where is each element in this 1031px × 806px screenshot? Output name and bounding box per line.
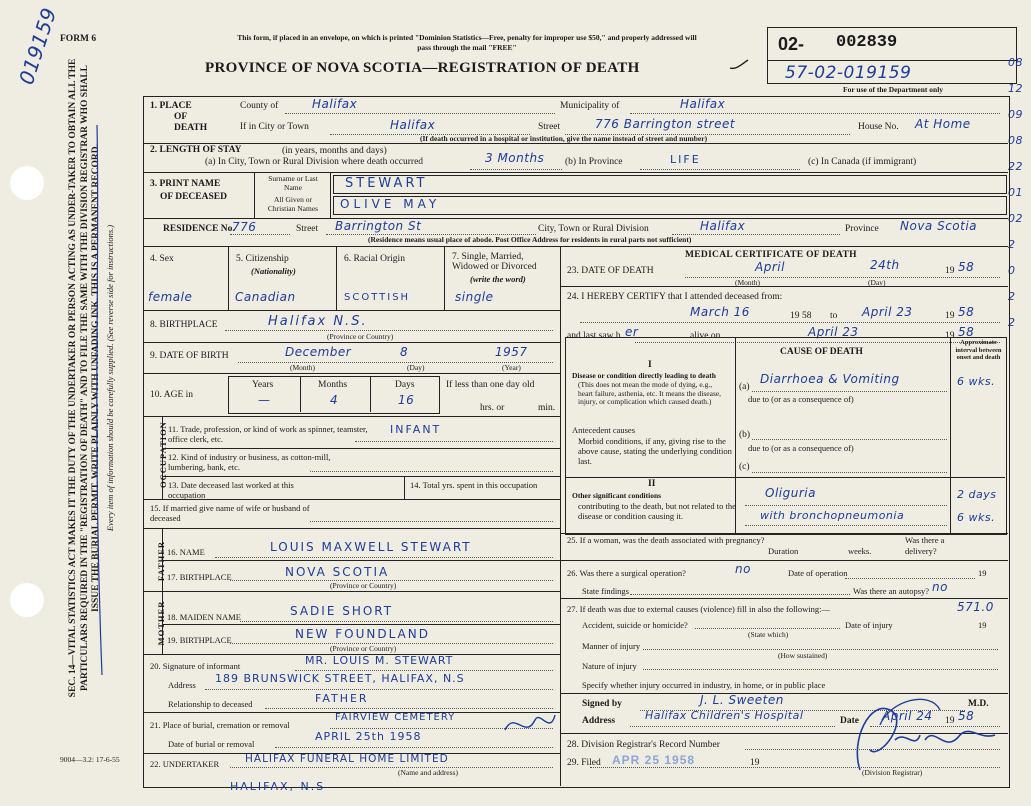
length-of-stay-sub: (in years, months and days) <box>282 146 387 156</box>
mother-birthplace-value: NEW FOUNDLAND <box>295 627 430 641</box>
spouse-label: 15. If married give name of wife or husband of deceased <box>150 503 310 523</box>
given-names-value: OLIVE MAY <box>340 197 441 211</box>
interval-other-2: 6 wks. <box>957 511 996 524</box>
margin-pen-stroke <box>82 120 112 680</box>
citizenship-value: Canadian <box>235 290 296 304</box>
part-two-label: II <box>648 479 656 489</box>
death-month-sub: (Month) <box>735 278 760 287</box>
signed-by-label: Signed by <box>582 699 622 709</box>
signed-year: 58 <box>958 709 975 723</box>
municipality-value: Halifax <box>680 97 726 111</box>
from-year-prefix: 19 <box>790 311 800 321</box>
sidebar-instructions: SEC. 14—VITAL STATISTICS ACT MAKES IT THE DUTY OF THE UNDERTAKER OR PERSON ACTING AS UNDER-TAKER TO OBTAIN ALL THE PARTICULARS REQUIRED IN THE "REGISTRATION OF DEATH" AND TO FILE THE SAME WITH THE DIVISION REGISTRAR WHO SHALL ISSUE THE BURIAL PERMIT. WRITE PLAINLY WITH UNFADING INK. THIS IS A PERMANENT RECORD. Every item of information should be carefully supplied. (See reverse side for instructions.) <box>68 58 115 698</box>
mother-birthplace-label: 19. BIRTHPLACE <box>167 635 232 645</box>
form-code: 9004—3.2: 17-6-55 <box>60 755 120 764</box>
last-saw-label: and last saw h <box>567 331 621 341</box>
residence-label: RESIDENCE No. <box>163 224 235 234</box>
years-label: Years <box>252 380 274 390</box>
filed-label: 29. Filed <box>567 758 601 768</box>
state-which-sub: (State which) <box>748 630 789 639</box>
date-of-death-label: 23. DATE OF DEATH <box>567 266 654 276</box>
father-prov-sub: (Province or Country) <box>330 581 397 590</box>
cert-prefix: 02- <box>778 34 805 54</box>
total-years-label: 14. Total yrs. spent in this occupation <box>410 480 538 490</box>
funeral-director-initials <box>500 705 560 745</box>
burial-date-label: Date of burial or removal <box>168 739 255 749</box>
birthplace-label: 8. BIRTHPLACE <box>150 320 218 330</box>
undertaker-label: 22. UNDERTAKER <box>150 759 220 769</box>
physician-address-label: Address <box>582 716 616 726</box>
operation-date-label: Date of operation <box>788 568 848 578</box>
sex-value: female <box>148 290 193 304</box>
residence-city: Halifax <box>700 219 746 233</box>
trade-value: INFANT <box>390 423 442 436</box>
less-than-day-label: If less than one day old <box>446 380 535 390</box>
cause-b-marker: (b) <box>739 430 751 440</box>
last-saw-date: April 23 <box>808 325 859 339</box>
dob-day-sub: (Day) <box>407 363 425 372</box>
days-label: Days <box>395 380 415 390</box>
dob-month-sub: (Month) <box>290 363 315 372</box>
marital-value: single <box>455 290 494 304</box>
attended-to: April 23 <box>862 305 913 319</box>
death-year: 58 <box>958 260 975 274</box>
due-to-b: due to (or as a consequence of) <box>748 443 854 453</box>
autopsy-question: Was there an autopsy? <box>853 586 930 596</box>
dept-use-note: For use of the Department only <box>843 85 944 94</box>
signed-date: April 24 <box>882 709 933 723</box>
sex-label: 4. Sex <box>150 254 174 264</box>
city-label: If in City or Town <box>240 122 309 132</box>
residence-city-label: City, Town or Rural Division <box>538 224 649 234</box>
municipality-label: Municipality of <box>560 101 620 111</box>
citizenship-label: 5. Citizenship <box>236 254 289 264</box>
certify-label: 24. I HEREBY CERTIFY that I attended deceased from: <box>567 292 783 302</box>
injury-year-prefix: 19 <box>978 620 987 630</box>
city-value: Halifax <box>390 118 436 132</box>
surname-box <box>333 175 1007 194</box>
citizenship-sub: (Nationality) <box>251 266 296 276</box>
from-year: 58 <box>802 311 812 321</box>
md-label: M.D. <box>968 699 989 709</box>
stay-province-label: (b) In Province <box>565 157 623 167</box>
stay-city-label: (a) In City, Town or Rural Division where death occurred <box>205 157 424 167</box>
mailing-notice: This form, if placed in an envelope, on which is printed "Dominion Statistics—Free, penalty for improper use $50," and properly addressed will pass through the mail "FREE" <box>237 33 697 52</box>
right-margin-codes: 08 12 09 08 22 01 02 2 0 2 2 <box>1008 56 1023 329</box>
dob-month: December <box>285 345 352 359</box>
manner-label: Manner of injury <box>582 641 641 651</box>
last-saw-year-prefix: 19 <box>945 331 955 341</box>
death-month: April <box>755 260 785 274</box>
marital-label: 7. Single, Married, Widowed or Divorced <box>452 252 537 272</box>
relationship-label: Relationship to deceased <box>168 699 253 709</box>
residence-street-label: Street <box>296 224 319 234</box>
marital-sub: (write the word) <box>470 274 526 284</box>
stay-city-value: 3 Months <box>485 151 545 165</box>
racial-label: 6. Racial Origin <box>344 254 405 264</box>
antecedent-label: Antecedent causes <box>572 425 636 435</box>
hrs-label: hrs. or <box>480 403 505 413</box>
burial-date-value: APRIL 25th 1958 <box>315 730 422 743</box>
mother-prov-sub: (Province or Country) <box>330 644 397 653</box>
antecedent-sub: Morbid conditions, if any, giving rise to the above cause, stating the underlying condition last. <box>578 436 732 466</box>
cause-a-marker: (a) <box>739 382 750 392</box>
external-causes-question: 27. If death was due to external causes (violence) fill in also the following:— <box>567 604 830 614</box>
trade-label: 11. Trade, profession, or kind of work as spinner, teamster, office clerk, etc. <box>168 424 368 444</box>
cause-code: 571.0 <box>957 600 994 614</box>
cause-heading: CAUSE OF DEATH <box>780 347 863 357</box>
stay-canada-label: (c) In Canada (if immigrant) <box>808 157 917 167</box>
autopsy-value: no <box>932 580 948 594</box>
undertaker-address: HALIFAX, N.S <box>230 780 326 793</box>
other-condition-1: Oliguria <box>765 486 816 500</box>
residence-note: (Residence means usual place of abode. Post Office Address for residents in rural parts not sufficient) <box>368 235 692 244</box>
mother-name-label: 18. MAIDEN NAME <box>167 612 241 622</box>
punch-hole-top <box>10 166 44 200</box>
father-name-label: 16. NAME <box>167 547 205 557</box>
physician-address: Halifax Children's Hospital <box>645 709 804 722</box>
burial-place-value: FAIRVIEW CEMETERY <box>335 712 456 723</box>
informant-address-label: Address <box>168 680 196 690</box>
nature-label: Nature of injury <box>582 661 637 671</box>
death-year-prefix: 19 <box>945 266 955 276</box>
interval-heading: Approximate interval between onset and death <box>955 339 1002 361</box>
county-label: County of <box>240 101 279 111</box>
accident-question: Accident, suicide or homicide? <box>582 620 688 630</box>
reg-number-written: 57-02-019159 <box>785 63 912 83</box>
residence-street: Barrington St <box>335 219 422 233</box>
residence-province: Nova Scotia <box>900 219 978 233</box>
dob-day: 8 <box>400 345 409 359</box>
undertaker-value: HALIFAX FUNERAL HOME LIMITED <box>245 753 449 765</box>
hospital-note: (If death occurred in a hospital or institution, give the name instead of street and number) <box>420 134 708 143</box>
cause-c-marker: (c) <box>739 462 750 472</box>
informant-signature-label: 20. Signature of informant <box>150 661 241 671</box>
informant-signature: MR. LOUIS M. STEWART <box>305 654 454 667</box>
findings-label: State findings <box>582 586 629 596</box>
min-label: min. <box>538 403 556 413</box>
age-months: 4 <box>330 393 339 407</box>
age-years: — <box>258 393 271 407</box>
last-saw-pronoun: er <box>625 325 639 339</box>
to-year: 58 <box>958 305 975 319</box>
delivery-question: Was there a delivery? <box>905 535 945 556</box>
birthplace-sub: (Province or Country) <box>327 332 394 341</box>
form-title: PROVINCE OF NOVA SCOTIA—REGISTRATION OF DEATH <box>205 60 640 76</box>
interval-other-1: 2 days <box>957 488 997 501</box>
filed-stamp: APR 25 1958 <box>612 753 696 767</box>
last-saw-year: 58 <box>958 325 975 339</box>
industry-label: 12. Kind of industry or business, as cotton-mill, lumbering, bank, etc. <box>168 452 331 472</box>
due-to-a: due to (or as a consequence of) <box>748 394 854 404</box>
house-value: At Home <box>915 117 971 131</box>
signed-year-prefix: 19 <box>945 716 955 726</box>
dob-label: 9. DATE OF BIRTH <box>150 351 229 361</box>
months-label: Months <box>318 380 348 390</box>
father-birthplace-label: 17. BIRTHPLACE <box>167 572 232 582</box>
margin-reg-number: 019159 <box>14 4 62 88</box>
specify-label: Specify whether injury occurred in industry, in home, or in public place <box>582 680 826 690</box>
mother-side-label: MOTHER <box>156 600 166 646</box>
cert-number: 002839 <box>836 33 898 52</box>
dob-year-sub: (Year) <box>502 363 521 372</box>
print-name-label: 3. PRINT NAME OF DECEASED <box>150 179 227 202</box>
occupation-side-label: OCCUPATION <box>158 421 168 488</box>
to-year-prefix: 19 <box>945 311 955 321</box>
death-day-sub: (Day) <box>868 278 886 287</box>
relationship-value: FATHER <box>315 692 369 705</box>
other-conditions-label: Other significant conditions <box>572 491 662 500</box>
operation-value: no <box>735 562 751 576</box>
age-label: 10. AGE in <box>150 390 194 400</box>
given-names-label: All Given or Christian Names <box>267 195 319 213</box>
other-condition-2: with bronchopneumonia <box>760 509 905 522</box>
registrar-signature <box>820 680 1000 775</box>
burial-place-label: 21. Place of burial, cremation or removal <box>150 720 290 730</box>
registrar-record-label: 28. Division Registrar's Record Number <box>567 740 720 750</box>
surname-label: Surname or Last Name <box>268 174 318 192</box>
father-side-label: FATHER <box>156 540 166 582</box>
disease-label: Disease or condition directly leading to death <box>572 371 716 380</box>
check-mark-icon <box>728 58 750 72</box>
alive-on-label: alive on <box>690 331 721 341</box>
how-sustained-sub: (How sustained) <box>778 651 828 660</box>
place-of-death-label: 1. PLACE OF DEATH <box>150 101 208 133</box>
father-name-value: LOUIS MAXWELL STEWART <box>270 540 472 554</box>
medical-heading: MEDICAL CERTIFICATE OF DEATH <box>685 250 857 260</box>
physician-signature: J. L. Sweeten <box>700 693 784 707</box>
surname-value: STEWART <box>345 176 428 191</box>
racial-value: SCOTTISH <box>344 292 411 303</box>
weeks-label: weeks. <box>848 546 872 556</box>
other-conditions-sub: contributing to the death, but not related to the disease or condition causing it. <box>578 501 736 521</box>
operation-year-prefix: 19 <box>978 568 987 578</box>
attended-from: March 16 <box>690 305 750 319</box>
part-one-label: I <box>648 360 652 370</box>
punch-hole-bottom <box>10 583 44 617</box>
undertaker-sub: (Name and address) <box>398 768 458 777</box>
birthplace-value: Halifax N.S. <box>268 314 368 329</box>
county-value: Halifax <box>312 97 358 111</box>
residence-province-label: Province <box>845 224 879 234</box>
length-of-stay-label: 2. LENGTH OF STAY <box>150 145 242 155</box>
pregnancy-question: 25. If a woman, was the death associated with pregnancy? <box>567 535 765 545</box>
age-days: 16 <box>398 393 415 407</box>
street-label: Street <box>538 122 561 132</box>
last-worked-label: 13. Date deceased last worked at this occupation <box>168 480 294 500</box>
duration-label: Duration <box>768 546 799 556</box>
death-day: 24th <box>870 258 900 272</box>
to-label: to <box>830 311 838 321</box>
father-birthplace-value: NOVA SCOTIA <box>285 565 390 579</box>
division-registrar-sub: (Division Registrar) <box>862 768 923 777</box>
filed-year-prefix: 19 <box>750 758 760 768</box>
dob-year: 1957 <box>495 345 528 359</box>
disease-sub: (This does not mean the mode of dying, e.g., heart failure, asthenia, etc. It means the disease, injury, or complication which caused death.) <box>578 380 722 406</box>
street-value: 776 Barrington street <box>595 117 736 131</box>
signed-date-label: Date <box>840 716 859 726</box>
mother-name-value: SADIE SHORT <box>290 604 394 618</box>
stay-province-value: LIFE <box>670 153 701 166</box>
informant-address: 189 BRUNSWICK STREET, HALIFAX, N.S <box>215 672 465 685</box>
operation-question: 26. Was there a surgical operation? <box>567 568 686 578</box>
interval-a: 6 wks. <box>957 375 996 388</box>
cause-a-value: Diarrhoea & Vomiting <box>760 372 900 386</box>
residence-number: 776 <box>232 220 257 234</box>
house-label: House No. <box>858 122 899 132</box>
form-number: FORM 6 <box>60 34 97 44</box>
injury-date-label: Date of injury <box>845 620 893 630</box>
